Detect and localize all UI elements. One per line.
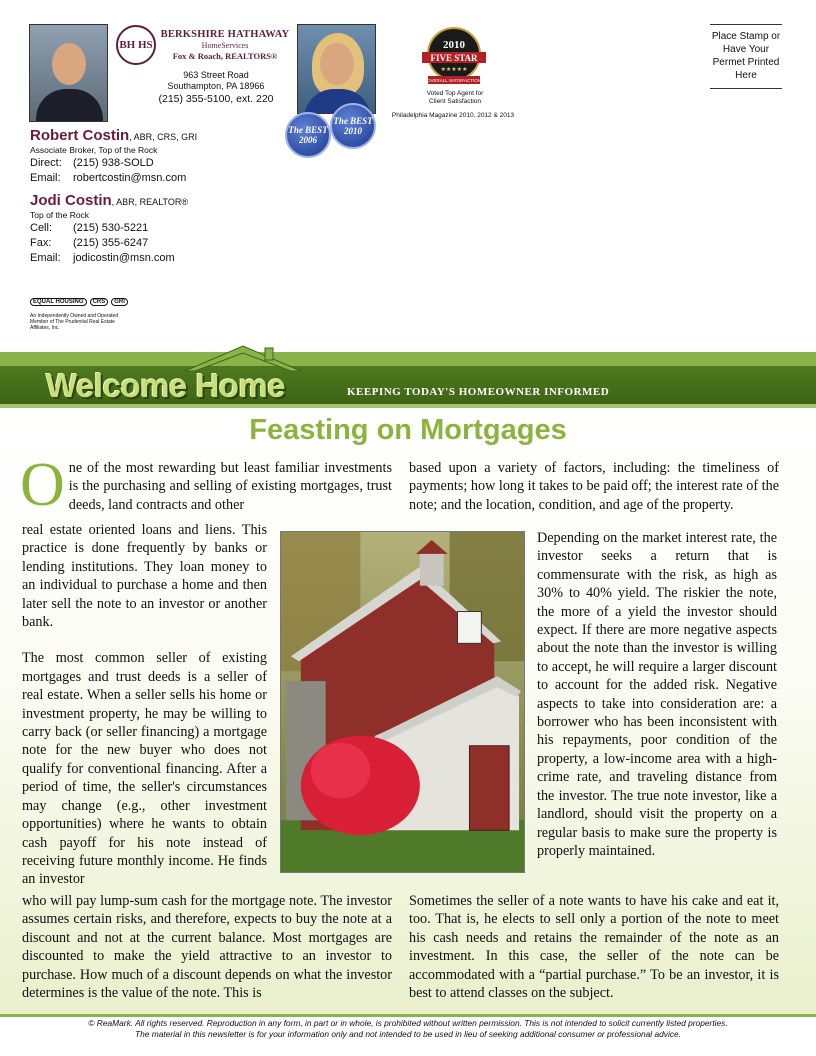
mailing-panel — [0, 0, 816, 352]
member-disclaimer: An Independently Owned and Operated Member of The Prudential Real Estate Affiliates, Inc. — [30, 313, 119, 331]
copyright-line2: The material in this newsletter is for your information only and not intended to be used in lieu of seeking additional consumer or professional advice. — [134, 1029, 682, 1039]
brokerage-line2: HomeServices — [201, 41, 249, 50]
agent-card-jodi — [30, 192, 280, 266]
certification-icons — [30, 298, 128, 306]
copyright-notice — [20, 1018, 796, 1040]
award-year: 2010 — [443, 39, 465, 51]
brokerage-name — [160, 29, 290, 62]
green-border — [0, 352, 816, 366]
best-award-badge-2010: The BEST 2010 — [330, 103, 376, 149]
article-column-right-top: based upon a variety of factors, including: the timeliness of payments; how long it takes to be paid off; the interest rate of the note; and the location, condition, and age of the property. — [409, 460, 779, 513]
crs-icon: CRS — [90, 298, 109, 306]
contact-row-email: Email: robertcostin@msn.com — [30, 172, 187, 184]
award-caption: Voted Top Agent for Client Satisfaction — [426, 90, 484, 105]
article-intro — [20, 451, 392, 519]
article-column-left-wide: who will pay lump-sum cash for the mortgage note. The investor assumes certain risks, and therefore, expects to buy the note at a discount and not at the current balance. Most mortgages are discounted to make the yield attractive to an investor to purchase. How much of a discount depends on what the investor determines is the value of the note. This is — [22, 893, 392, 1002]
paragraph: real estate oriented loans and liens. This practice is done frequently by banks or lending institutions. They loan money to an individual to purchase a home and then later sell the note to an investor or another bank. — [22, 522, 267, 631]
contact-row-cell: Cell: (215) 530-5221 — [30, 222, 149, 234]
contact-row-email: Email: jodicostin@msn.com — [30, 252, 175, 264]
brokerage-line3: Fox & Roach, REALTORS® — [172, 51, 278, 61]
office-street: 963 Street Road — [183, 70, 249, 80]
intro-text: ne of the most rewarding but least familiar investments is the purchasing and selling of existing mortgages, trust deeds, land contracts and other — [68, 460, 392, 513]
five-star-award-seal — [418, 26, 490, 88]
office-address — [138, 70, 294, 106]
agent-name: Robert Costin — [30, 127, 130, 144]
award-sub: OVERALL SATISFACTION — [426, 78, 482, 83]
email-link[interactable]: jodicostin@msn.com — [73, 252, 175, 264]
article-column-right-bottom: Sometimes the seller of a note wants to have his cake and eat it, too. That is, he elects to sell only a portion of the note to meet his cash needs and retains the remainder of the note as an investment. In this case, the seller of the note can be accommodated with a “partial purchase.” To be an investor, it is best to attend classes on the subject. — [409, 893, 779, 1002]
copyright-line1: © ReaMark. All rights reserved. Reproduction in any form, in part or in whole, is prohibited without written permission. This is not intended to solicit currently listed properties. — [88, 1018, 728, 1028]
agent-title: Associate Broker, Top of the Rock — [30, 145, 158, 155]
bhhs-logo: BH HS — [116, 25, 156, 65]
article-title: Feasting on Mortgages — [249, 414, 567, 446]
best-award-badge-2006: The BEST 2006 — [285, 112, 331, 158]
equal-housing-icon: EQUAL HOUSING — [30, 298, 87, 306]
brokerage-line1: BERKSHIRE HATHAWAY — [160, 29, 290, 40]
email-link[interactable]: robertcostin@msn.com — [73, 172, 187, 184]
agent-photo-robert — [29, 24, 108, 122]
barn-photo — [280, 531, 525, 873]
award-source: Philadelphia Magazine 2010, 2012 & 2013 — [391, 112, 515, 119]
gri-icon: GRI — [111, 298, 128, 306]
agent-title: Top of the Rock — [30, 210, 90, 220]
contact-row-fax: Fax: (215) 355-6247 — [30, 237, 149, 249]
agent-photo-jodi — [297, 24, 376, 114]
agent-credentials: , ABR, CRS, GRI — [129, 132, 198, 142]
agent-name: Jodi Costin — [30, 192, 112, 209]
award-banner: FIVE STAR — [430, 53, 478, 63]
svg-text:★★★★★: ★★★★★ — [440, 67, 468, 73]
welcome-home-logo: Welcome Home — [46, 367, 286, 404]
article-column-right-mid: Depending on the market interest rate, the investor seeks a return that is commensurate with the risk, as high as 30% to 40% yield. The riskier the note, the more of a yield the investor should expect. If there are more negative aspects about the note than the investor is willing to accept, he will require a larger discount to account for the added risk. Negative aspects to take into consideration are: a borrower who has been inconsistent with his repayments, poor condition of the property, a low-income area with a high-crime rate, and traveling distance from the investor. The true note investor, like a landlord, should visit the property on a regular basis to make sure the property is properly maintained. — [537, 530, 777, 859]
contact-row-direct: Direct: (215) 938-SOLD — [30, 157, 154, 169]
banner-tagline: KEEPING TODAY'S HOMEOWNER INFORMED — [347, 386, 610, 398]
footer-rule — [0, 1014, 816, 1017]
office-city: Southampton, PA 18966 — [167, 81, 265, 91]
agent-card-robert — [30, 127, 280, 186]
stamp-box: Place Stamp or Have Your Permet Printed Here — [710, 24, 782, 89]
drop-cap: O — [20, 451, 65, 519]
article-column-left-narrow — [22, 521, 267, 907]
paragraph: The most common seller of existing mortgages and trust deeds is a seller of real estate. When a seller sells his home or investment property, he may be willing to carry back (or seller financing) a mortgage note for the new buyer who does not qualify for conventional financing. After a period of time, the seller's circumstances may change (e.g., other investment opportunities) where he wants to obtain cash payoff for his note instead of receiving future monthly income. He finds an investor — [22, 650, 267, 888]
agent-credentials: , ABR, REALTOR® — [111, 197, 188, 207]
office-phone: (215) 355-5100, ext. 220 — [158, 93, 274, 105]
